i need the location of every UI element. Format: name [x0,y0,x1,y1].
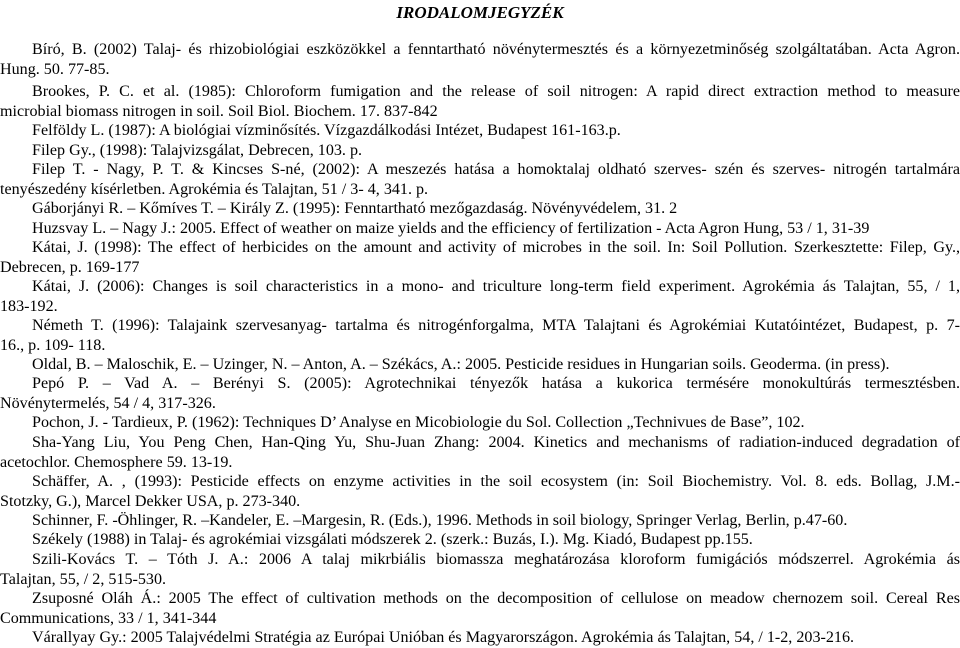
reference-line: 16., p. 109- 118. [0,336,106,354]
reference-line: Hung. 50. 77-85. [0,60,110,78]
reference-entry [0,160,960,199]
reference-line: Kátai, J. (2006): Changes is soil characteristics in a mono- and triculture long-term field experiment. Agrokémia ás Talajtan, 55, / 1, [32,278,960,295]
reference-line: Bíró, B. (2002) Talaj- és rhizobiológiai eszközökkel a fenntartható növénytermesztés és a környezetminőség szolgáltatában. Acta Agron. [32,41,960,58]
reference-line: Huzsvay L. – Nagy J.: 2005. Effect of weather on maize yields and the efficiency of fertilization - Acta Agron Hung, 53 / 1, 31-39 [32,220,870,237]
reference-entry [0,511,960,531]
reference-line: Schinner, F. -Öhlinger, R. –Kandeler, E. –Margesin, R. (Eds.), 1996. Methods in soil biology, Springer Verlag, Berlin, p.47-60. [32,512,848,529]
reference-line: microbial biomass nitrogen in soil. Soil Biol. Biochem. 17. 837-842 [0,102,438,120]
reference-line: Szili-Kovács T. – Tóth J. A.: 2006 A talaj mikrbiális biomassza meghatározása kloroform fumigációs módszerrel. Agrokémia ás [32,551,960,568]
reference-entry [0,355,960,375]
reference-line: Communications, 33 / 1, 341-344 [0,609,217,627]
reference-entry [0,121,960,141]
reference-line: Gáborjányi R. – Kőmíves T. – Király Z. (1995): Fenntartható mezőgazdaság. Növényvédelem, 31. 2 [32,200,678,217]
page-heading: IRODALOMJEGYZÉK [396,3,564,22]
reference-line: Sha-Yang Liu, You Peng Chen, Han-Qing Yu, Shu-Juan Zhang: 2004. Kinetics and mechanisms of radiation-induced degradation of [32,434,960,451]
reference-entry [0,82,960,121]
reference-line: Filep Gy., (1998): Talajvizsgálat, Debrecen, 103. p. [32,142,363,159]
reference-entry [0,550,960,589]
reference-line: Pepó P. – Vad A. – Berényi S. (2005): Agrotechnikai tényezők hatása a kukorica termésére monokultúrás termesztésben. [32,375,960,392]
reference-entry [0,141,960,161]
reference-line: Schäffer, A. , (1993): Pesticide effects on enzyme activities in the soil ecosystem (in: Soil Biochemistry. Vol. 8. eds. Bollag, J.M.- [32,473,960,490]
reference-entry [0,199,960,219]
reference-line: Debrecen, p. 169-177 [0,258,140,276]
reference-line: Németh T. (1996): Talajaink szervesanyag- tartalma és nitrogénforgalma, MTA Talajtani és Agrokémiai Kutatóintézet, Budapest, p. 7- [32,317,960,334]
reference-line: tenyészedény kísérletben. Agrokémia és Talajtan, 51 / 3- 4, 341. p. [0,180,429,198]
reference-entry [0,316,960,355]
reference-entry [0,238,960,277]
reference-line: Zsuposné Oláh Á.: 2005 The effect of cultivation methods on the decomposition of cellulose on meadow chernozem soil. Cereal Res [32,590,960,607]
reference-entry [0,219,960,239]
reference-line: acetochlor. Chemosphere 59. 13-19. [0,453,233,471]
reference-entry [0,433,960,472]
reference-line: Brookes, P. C. et al. (1985): Chloroform fumigation and the release of soil nitrogen: A rapid direct extraction method to measure [32,83,960,100]
reference-line: Stotzky, G.), Marcel Dekker USA, p. 273-340. [0,492,301,510]
reference-line: Pochon, J. - Tardieux, P. (1962): Techniques D’ Analyse en Micobiologie du Sol. Collection „Technivues de Base”, 102. [32,414,805,431]
reference-entry [0,628,960,648]
reference-line: Filep T. - Nagy, P. T. & Kincses S-né, (2002): A meszezés hatása a homoktalaj oldható szerves- szén és szerves- nitrogén tartalmára [32,161,960,178]
reference-entry [0,530,960,550]
reference-entry [0,40,960,79]
reference-entry [0,374,960,413]
reference-entry [0,472,960,511]
reference-line: Kátai, J. (1998): The effect of herbicides on the amount and activity of microbes in the soil. In: Soil Pollution. Szerkesztette: Filep, Gy., [32,239,960,256]
reference-line: Felföldy L. (1987): A biológiai vízminősítés. Vízgazdálkodási Intézet, Budapest 161-163.p. [32,122,621,139]
reference-entry [0,589,960,628]
reference-line: Székely (1988) in Talaj- és agrokémiai vizsgálati módszerek 2. (szerk.: Buzás, I.). Mg. Kiadó, Budapest pp.155. [32,531,753,548]
reference-entry [0,277,960,316]
reference-line: Várallyay Gy.: 2005 Talajvédelmi Stratégia az Európai Unióban és Magyarországon. Agrokémia ás Talajtan, 54, / 1-2, 203-216. [32,629,855,646]
reference-line: Oldal, B. – Maloschik, E. – Uzinger, N. – Anton, A. – Székács, A.: 2005. Pesticide residues in Hungarian soils. Geoderma. (in press). [32,356,890,373]
reference-line: Növénytermelés, 54 / 4, 317-326. [0,394,216,412]
reference-line: 183-192. [0,297,58,315]
reference-entry [0,413,960,433]
reference-line: Talajtan, 55, / 2, 515-530. [0,570,167,588]
